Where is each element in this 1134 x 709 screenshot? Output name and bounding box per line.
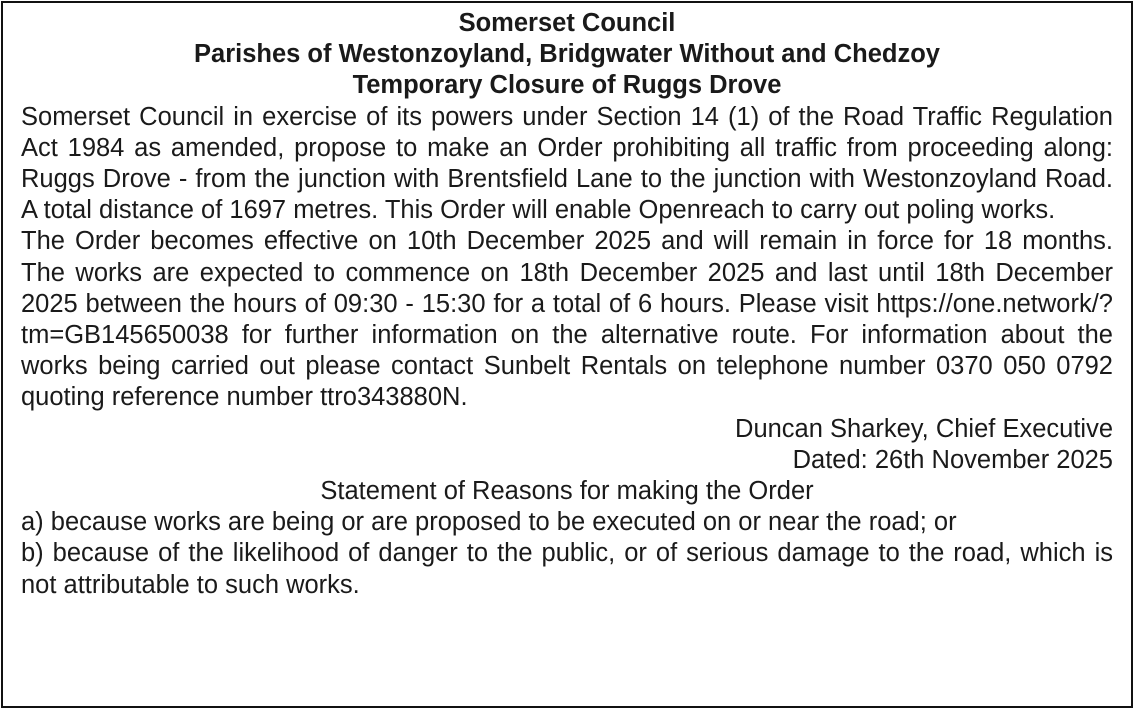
notice-headings xyxy=(21,8,1113,102)
public-notice xyxy=(1,1,1133,708)
reasons-heading: Statement of Reasons for making the Order xyxy=(320,477,814,506)
effective-dates-paragraph: The Order becomes effective on 10th December 2025 and will remain in force for 18 months. The works are expected to commence on 18th December 2025 and last until 18th December 2025 between the hours of 09:30 - 15:30 for a total of 6 hours. Please visit https://one.network/?tm=GB145650038 for further information on the alternative route. For information about the works being carried out please contact Sunbelt Rentals on telephone number 0370 050 0792 quoting reference number ttro343880N. xyxy=(21,227,1113,412)
dated-line: Dated: 26th November 2025 xyxy=(792,445,1113,474)
parishes-heading: Parishes of Westonzoyland, Bridgwater Without and Chedzoy xyxy=(194,40,940,69)
notice-title: Temporary Closure of Ruggs Drove xyxy=(352,71,782,100)
signatory: Duncan Sharkey, Chief Executive xyxy=(735,414,1113,443)
authority-heading: Somerset Council xyxy=(458,9,676,37)
reason-a: a) because works are being or are proposed to be executed on or near the road; or xyxy=(21,508,957,537)
order-paragraph: Somerset Council in exercise of its powers under Section 14 (1) of the Road Traffic Regulation Act 1984 as amended, propose to make an Order prohibiting all traffic from proceeding along: Ruggs Drove - from the junction with Brentsfield Lane to the junction with Westonzoyland Road. A total distance of 1697 metres. This Order will enable Openreach to carry out poling works. xyxy=(21,102,1113,225)
reason-b: b) because of the likelihood of danger to the public, or of serious damage to the road, which is not attributable to such works. xyxy=(21,539,1113,599)
